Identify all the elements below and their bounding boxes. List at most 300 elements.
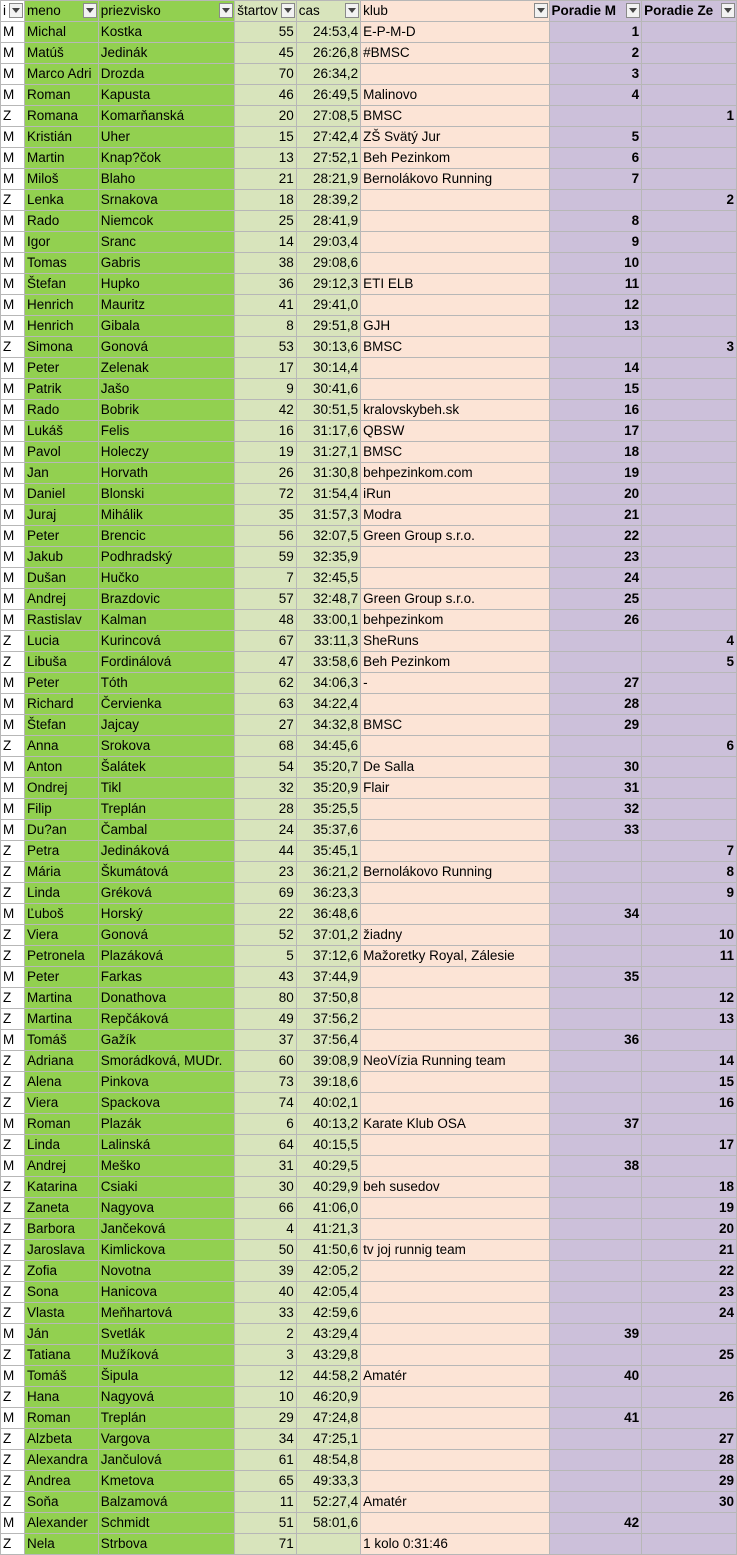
rank-men-cell[interactable]: 17 — [549, 421, 642, 442]
first-name-cell[interactable]: Viera — [25, 925, 99, 946]
time-cell[interactable]: 39:08,9 — [296, 1051, 360, 1072]
bib-number-cell[interactable]: 70 — [235, 64, 297, 85]
time-cell[interactable]: 40:29,5 — [296, 1156, 360, 1177]
bib-number-cell[interactable]: 22 — [235, 904, 297, 925]
rank-men-cell[interactable]: 29 — [549, 715, 642, 736]
bib-number-cell[interactable]: 32 — [235, 778, 297, 799]
club-cell[interactable]: Flair — [361, 778, 549, 799]
first-name-cell[interactable]: Alzbeta — [25, 1429, 99, 1450]
header-cell[interactable]: Poradie Ze — [642, 1, 737, 22]
club-cell[interactable] — [361, 1471, 549, 1492]
rank-women-cell[interactable]: 19 — [642, 1198, 737, 1219]
surname-cell[interactable]: Horvath — [98, 463, 235, 484]
club-cell[interactable]: 1 kolo 0:31:46 — [361, 1534, 549, 1555]
surname-cell[interactable]: Meňhartová — [98, 1303, 235, 1324]
rank-men-cell[interactable]: 24 — [549, 568, 642, 589]
gender-cell[interactable]: Z — [1, 736, 25, 757]
rank-women-cell[interactable]: 3 — [642, 337, 737, 358]
gender-cell[interactable]: M — [1, 64, 25, 85]
surname-cell[interactable]: Csiaki — [98, 1177, 235, 1198]
bib-number-cell[interactable]: 42 — [235, 400, 297, 421]
rank-women-cell[interactable]: 16 — [642, 1093, 737, 1114]
club-cell[interactable] — [361, 1135, 549, 1156]
first-name-cell[interactable]: Andrej — [25, 1156, 99, 1177]
rank-women-cell[interactable] — [642, 421, 737, 442]
time-cell[interactable]: 35:20,7 — [296, 757, 360, 778]
rank-women-cell[interactable] — [642, 295, 737, 316]
rank-women-cell[interactable] — [642, 274, 737, 295]
time-cell[interactable]: 43:29,8 — [296, 1345, 360, 1366]
surname-cell[interactable]: Sranc — [98, 232, 235, 253]
surname-cell[interactable]: Uher — [98, 127, 235, 148]
surname-cell[interactable]: Felis — [98, 421, 235, 442]
rank-women-cell[interactable] — [642, 589, 737, 610]
club-cell[interactable] — [361, 1261, 549, 1282]
first-name-cell[interactable]: Lukáš — [25, 421, 99, 442]
gender-cell[interactable]: Z — [1, 925, 25, 946]
time-cell[interactable]: 36:21,2 — [296, 862, 360, 883]
surname-cell[interactable]: Treplán — [98, 1408, 235, 1429]
first-name-cell[interactable]: Du?an — [25, 820, 99, 841]
surname-cell[interactable]: Strbova — [98, 1534, 235, 1555]
rank-men-cell[interactable] — [549, 1471, 642, 1492]
time-cell[interactable]: 36:48,6 — [296, 904, 360, 925]
rank-men-cell[interactable]: 7 — [549, 169, 642, 190]
bib-number-cell[interactable]: 5 — [235, 946, 297, 967]
bib-number-cell[interactable]: 59 — [235, 547, 297, 568]
rank-women-cell[interactable]: 15 — [642, 1072, 737, 1093]
first-name-cell[interactable]: Zofia — [25, 1261, 99, 1282]
club-cell[interactable] — [361, 295, 549, 316]
bib-number-cell[interactable]: 54 — [235, 757, 297, 778]
rank-men-cell[interactable] — [549, 925, 642, 946]
surname-cell[interactable]: Kalman — [98, 610, 235, 631]
gender-cell[interactable]: M — [1, 1366, 25, 1387]
bib-number-cell[interactable]: 34 — [235, 1429, 297, 1450]
rank-men-cell[interactable]: 13 — [549, 316, 642, 337]
club-cell[interactable]: - — [361, 673, 549, 694]
rank-women-cell[interactable] — [642, 1534, 737, 1555]
time-cell[interactable]: 28:39,2 — [296, 190, 360, 211]
gender-cell[interactable]: Z — [1, 337, 25, 358]
club-cell[interactable] — [361, 1513, 549, 1534]
rank-women-cell[interactable]: 7 — [642, 841, 737, 862]
gender-cell[interactable]: M — [1, 757, 25, 778]
time-cell[interactable]: 33:58,6 — [296, 652, 360, 673]
bib-number-cell[interactable]: 49 — [235, 1009, 297, 1030]
rank-men-cell[interactable] — [549, 1177, 642, 1198]
first-name-cell[interactable]: Ján — [25, 1324, 99, 1345]
first-name-cell[interactable]: Jakub — [25, 547, 99, 568]
bib-number-cell[interactable]: 19 — [235, 442, 297, 463]
surname-cell[interactable]: Lalinská — [98, 1135, 235, 1156]
time-cell[interactable]: 34:22,4 — [296, 694, 360, 715]
rank-men-cell[interactable] — [549, 1429, 642, 1450]
time-cell[interactable]: 42:59,6 — [296, 1303, 360, 1324]
bib-number-cell[interactable]: 8 — [235, 316, 297, 337]
rank-men-cell[interactable]: 6 — [549, 148, 642, 169]
gender-cell[interactable]: Z — [1, 1492, 25, 1513]
surname-cell[interactable]: Mihálik — [98, 505, 235, 526]
time-cell[interactable]: 37:44,9 — [296, 967, 360, 988]
rank-men-cell[interactable] — [549, 1261, 642, 1282]
gender-cell[interactable]: M — [1, 22, 25, 43]
rank-men-cell[interactable] — [549, 190, 642, 211]
rank-women-cell[interactable] — [642, 1324, 737, 1345]
club-cell[interactable]: NeoVízia Running team — [361, 1051, 549, 1072]
surname-cell[interactable]: Holeczy — [98, 442, 235, 463]
rank-women-cell[interactable]: 14 — [642, 1051, 737, 1072]
rank-men-cell[interactable] — [549, 1492, 642, 1513]
gender-cell[interactable]: Z — [1, 1471, 25, 1492]
surname-cell[interactable]: Schmidt — [98, 1513, 235, 1534]
club-cell[interactable]: behpezinkom.com — [361, 463, 549, 484]
rank-women-cell[interactable] — [642, 757, 737, 778]
rank-men-cell[interactable]: 20 — [549, 484, 642, 505]
surname-cell[interactable]: Brazdovic — [98, 589, 235, 610]
first-name-cell[interactable]: Alexander — [25, 1513, 99, 1534]
surname-cell[interactable]: Tóth — [98, 673, 235, 694]
rank-men-cell[interactable] — [549, 1282, 642, 1303]
bib-number-cell[interactable]: 18 — [235, 190, 297, 211]
gender-cell[interactable]: Z — [1, 1450, 25, 1471]
club-cell[interactable]: Karate Klub OSA — [361, 1114, 549, 1135]
first-name-cell[interactable]: Henrich — [25, 295, 99, 316]
gender-cell[interactable]: M — [1, 295, 25, 316]
rank-men-cell[interactable]: 16 — [549, 400, 642, 421]
gender-cell[interactable]: Z — [1, 988, 25, 1009]
first-name-cell[interactable]: Rastislav — [25, 610, 99, 631]
rank-men-cell[interactable]: 15 — [549, 379, 642, 400]
surname-cell[interactable]: Novotna — [98, 1261, 235, 1282]
surname-cell[interactable]: Jedináková — [98, 841, 235, 862]
bib-number-cell[interactable]: 4 — [235, 1219, 297, 1240]
rank-men-cell[interactable]: 25 — [549, 589, 642, 610]
bib-number-cell[interactable]: 27 — [235, 715, 297, 736]
surname-cell[interactable]: Tikl — [98, 778, 235, 799]
club-cell[interactable]: Modra — [361, 505, 549, 526]
filter-dropdown-icon[interactable] — [626, 3, 640, 18]
first-name-cell[interactable]: Peter — [25, 358, 99, 379]
time-cell[interactable]: 28:41,9 — [296, 211, 360, 232]
rank-men-cell[interactable]: 32 — [549, 799, 642, 820]
bib-number-cell[interactable]: 38 — [235, 253, 297, 274]
gender-cell[interactable]: Z — [1, 1345, 25, 1366]
bib-number-cell[interactable]: 29 — [235, 1408, 297, 1429]
bib-number-cell[interactable]: 16 — [235, 421, 297, 442]
first-name-cell[interactable]: Hana — [25, 1387, 99, 1408]
gender-cell[interactable]: M — [1, 85, 25, 106]
gender-cell[interactable]: M — [1, 673, 25, 694]
bib-number-cell[interactable]: 35 — [235, 505, 297, 526]
time-cell[interactable]: 27:52,1 — [296, 148, 360, 169]
club-cell[interactable]: Beh Pezinkom — [361, 148, 549, 169]
surname-cell[interactable]: Fordinálová — [98, 652, 235, 673]
gender-cell[interactable]: Z — [1, 946, 25, 967]
time-cell[interactable]: 47:25,1 — [296, 1429, 360, 1450]
gender-cell[interactable]: M — [1, 442, 25, 463]
club-cell[interactable] — [361, 1303, 549, 1324]
surname-cell[interactable]: Kapusta — [98, 85, 235, 106]
bib-number-cell[interactable]: 13 — [235, 148, 297, 169]
time-cell[interactable]: 52:27,4 — [296, 1492, 360, 1513]
gender-cell[interactable]: M — [1, 799, 25, 820]
time-cell[interactable]: 27:08,5 — [296, 106, 360, 127]
rank-men-cell[interactable] — [549, 862, 642, 883]
header-cell[interactable]: štartov — [235, 1, 297, 22]
first-name-cell[interactable]: Anna — [25, 736, 99, 757]
first-name-cell[interactable]: Rado — [25, 211, 99, 232]
time-cell[interactable]: 40:13,2 — [296, 1114, 360, 1135]
gender-cell[interactable]: M — [1, 1156, 25, 1177]
surname-cell[interactable]: Kmetova — [98, 1471, 235, 1492]
first-name-cell[interactable]: Linda — [25, 883, 99, 904]
bib-number-cell[interactable]: 15 — [235, 127, 297, 148]
rank-women-cell[interactable]: 18 — [642, 1177, 737, 1198]
surname-cell[interactable]: Pinkova — [98, 1072, 235, 1093]
rank-women-cell[interactable] — [642, 22, 737, 43]
surname-cell[interactable]: Vargova — [98, 1429, 235, 1450]
surname-cell[interactable]: Škumátová — [98, 862, 235, 883]
first-name-cell[interactable]: Martin — [25, 148, 99, 169]
first-name-cell[interactable]: Ľuboš — [25, 904, 99, 925]
first-name-cell[interactable]: Filip — [25, 799, 99, 820]
gender-cell[interactable]: M — [1, 400, 25, 421]
gender-cell[interactable]: Z — [1, 1534, 25, 1555]
time-cell[interactable]: 35:20,9 — [296, 778, 360, 799]
header-cell[interactable]: Poradie M — [549, 1, 642, 22]
time-cell[interactable]: 36:23,3 — [296, 883, 360, 904]
club-cell[interactable]: tv joj runnig team — [361, 1240, 549, 1261]
rank-men-cell[interactable]: 10 — [549, 253, 642, 274]
rank-women-cell[interactable] — [642, 778, 737, 799]
time-cell[interactable]: 34:06,3 — [296, 673, 360, 694]
rank-men-cell[interactable]: 21 — [549, 505, 642, 526]
bib-number-cell[interactable]: 55 — [235, 22, 297, 43]
rank-men-cell[interactable]: 2 — [549, 43, 642, 64]
rank-women-cell[interactable]: 30 — [642, 1492, 737, 1513]
time-cell[interactable]: 29:08,6 — [296, 253, 360, 274]
surname-cell[interactable]: Meško — [98, 1156, 235, 1177]
rank-women-cell[interactable] — [642, 358, 737, 379]
club-cell[interactable] — [361, 1429, 549, 1450]
club-cell[interactable] — [361, 64, 549, 85]
first-name-cell[interactable]: Adriana — [25, 1051, 99, 1072]
time-cell[interactable]: 30:41,6 — [296, 379, 360, 400]
rank-men-cell[interactable] — [549, 1219, 642, 1240]
surname-cell[interactable]: Červienka — [98, 694, 235, 715]
gender-cell[interactable]: Z — [1, 862, 25, 883]
time-cell[interactable]: 42:05,2 — [296, 1261, 360, 1282]
time-cell[interactable]: 31:27,1 — [296, 442, 360, 463]
rank-men-cell[interactable] — [549, 631, 642, 652]
gender-cell[interactable]: Z — [1, 1135, 25, 1156]
time-cell[interactable]: 40:02,1 — [296, 1093, 360, 1114]
club-cell[interactable]: Green Group s.r.o. — [361, 526, 549, 547]
club-cell[interactable]: De Salla — [361, 757, 549, 778]
first-name-cell[interactable]: Mária — [25, 862, 99, 883]
first-name-cell[interactable]: Romana — [25, 106, 99, 127]
time-cell[interactable]: 33:11,3 — [296, 631, 360, 652]
time-cell[interactable]: 31:17,6 — [296, 421, 360, 442]
bib-number-cell[interactable]: 39 — [235, 1261, 297, 1282]
rank-men-cell[interactable]: 40 — [549, 1366, 642, 1387]
rank-women-cell[interactable] — [642, 904, 737, 925]
bib-number-cell[interactable]: 25 — [235, 211, 297, 232]
gender-cell[interactable]: Z — [1, 652, 25, 673]
club-cell[interactable]: žiadny — [361, 925, 549, 946]
surname-cell[interactable]: Jančulová — [98, 1450, 235, 1471]
surname-cell[interactable]: Kimlickova — [98, 1240, 235, 1261]
gender-cell[interactable]: Z — [1, 1240, 25, 1261]
club-cell[interactable] — [361, 820, 549, 841]
first-name-cell[interactable]: Petra — [25, 841, 99, 862]
gender-cell[interactable]: Z — [1, 1177, 25, 1198]
time-cell[interactable]: 35:45,1 — [296, 841, 360, 862]
rank-men-cell[interactable]: 5 — [549, 127, 642, 148]
rank-men-cell[interactable] — [549, 1534, 642, 1555]
rank-women-cell[interactable]: 26 — [642, 1387, 737, 1408]
time-cell[interactable]: 24:53,4 — [296, 22, 360, 43]
rank-men-cell[interactable] — [549, 841, 642, 862]
header-cell[interactable]: i — [1, 1, 25, 22]
club-cell[interactable] — [361, 904, 549, 925]
filter-dropdown-icon[interactable] — [83, 3, 97, 18]
rank-women-cell[interactable] — [642, 505, 737, 526]
surname-cell[interactable]: Gonová — [98, 925, 235, 946]
club-cell[interactable] — [361, 1198, 549, 1219]
gender-cell[interactable]: M — [1, 1114, 25, 1135]
first-name-cell[interactable]: Zaneta — [25, 1198, 99, 1219]
club-cell[interactable] — [361, 379, 549, 400]
bib-number-cell[interactable]: 53 — [235, 337, 297, 358]
club-cell[interactable] — [361, 1450, 549, 1471]
rank-women-cell[interactable] — [642, 211, 737, 232]
surname-cell[interactable]: Kurincová — [98, 631, 235, 652]
time-cell[interactable]: 41:06,0 — [296, 1198, 360, 1219]
time-cell[interactable]: 40:15,5 — [296, 1135, 360, 1156]
gender-cell[interactable]: Z — [1, 1387, 25, 1408]
club-cell[interactable] — [361, 883, 549, 904]
rank-women-cell[interactable] — [642, 64, 737, 85]
first-name-cell[interactable]: Tomáš — [25, 1030, 99, 1051]
first-name-cell[interactable]: Miloš — [25, 169, 99, 190]
time-cell[interactable]: 39:18,6 — [296, 1072, 360, 1093]
gender-cell[interactable]: M — [1, 715, 25, 736]
bib-number-cell[interactable]: 17 — [235, 358, 297, 379]
rank-women-cell[interactable] — [642, 673, 737, 694]
club-cell[interactable]: kralovskybeh.sk — [361, 400, 549, 421]
rank-women-cell[interactable] — [642, 400, 737, 421]
rank-women-cell[interactable]: 10 — [642, 925, 737, 946]
club-cell[interactable] — [361, 1030, 549, 1051]
gender-cell[interactable]: Z — [1, 1303, 25, 1324]
rank-men-cell[interactable]: 3 — [549, 64, 642, 85]
time-cell[interactable]: 42:05,4 — [296, 1282, 360, 1303]
rank-men-cell[interactable]: 11 — [549, 274, 642, 295]
bib-number-cell[interactable]: 36 — [235, 274, 297, 295]
bib-number-cell[interactable]: 43 — [235, 967, 297, 988]
surname-cell[interactable]: Čambal — [98, 820, 235, 841]
club-cell[interactable] — [361, 694, 549, 715]
club-cell[interactable]: behpezinkom — [361, 610, 549, 631]
rank-women-cell[interactable]: 28 — [642, 1450, 737, 1471]
gender-cell[interactable]: M — [1, 547, 25, 568]
club-cell[interactable] — [361, 1093, 549, 1114]
surname-cell[interactable]: Hučko — [98, 568, 235, 589]
first-name-cell[interactable]: Linda — [25, 1135, 99, 1156]
rank-men-cell[interactable]: 31 — [549, 778, 642, 799]
club-cell[interactable]: BMSC — [361, 442, 549, 463]
time-cell[interactable]: 31:54,4 — [296, 484, 360, 505]
first-name-cell[interactable]: Daniel — [25, 484, 99, 505]
first-name-cell[interactable]: Matúš — [25, 43, 99, 64]
rank-men-cell[interactable] — [549, 1135, 642, 1156]
first-name-cell[interactable]: Lucia — [25, 631, 99, 652]
rank-men-cell[interactable] — [549, 883, 642, 904]
surname-cell[interactable]: Podhradský — [98, 547, 235, 568]
surname-cell[interactable]: Drozda — [98, 64, 235, 85]
surname-cell[interactable]: Horský — [98, 904, 235, 925]
club-cell[interactable]: Mažoretky Royal, Zálesie — [361, 946, 549, 967]
time-cell[interactable]: 46:20,9 — [296, 1387, 360, 1408]
rank-women-cell[interactable] — [642, 1366, 737, 1387]
time-cell[interactable]: 47:24,8 — [296, 1408, 360, 1429]
bib-number-cell[interactable]: 12 — [235, 1366, 297, 1387]
surname-cell[interactable]: Blonski — [98, 484, 235, 505]
gender-cell[interactable]: M — [1, 127, 25, 148]
surname-cell[interactable]: Gonová — [98, 337, 235, 358]
club-cell[interactable] — [361, 1387, 549, 1408]
bib-number-cell[interactable]: 64 — [235, 1135, 297, 1156]
rank-men-cell[interactable]: 14 — [549, 358, 642, 379]
rank-men-cell[interactable]: 4 — [549, 85, 642, 106]
rank-men-cell[interactable]: 30 — [549, 757, 642, 778]
header-cell[interactable]: klub — [361, 1, 549, 22]
bib-number-cell[interactable]: 71 — [235, 1534, 297, 1555]
time-cell[interactable]: 31:57,3 — [296, 505, 360, 526]
surname-cell[interactable]: Hanicova — [98, 1282, 235, 1303]
gender-cell[interactable]: M — [1, 568, 25, 589]
time-cell[interactable]: 37:01,2 — [296, 925, 360, 946]
bib-number-cell[interactable]: 56 — [235, 526, 297, 547]
bib-number-cell[interactable]: 74 — [235, 1093, 297, 1114]
rank-men-cell[interactable] — [549, 1240, 642, 1261]
first-name-cell[interactable]: Dušan — [25, 568, 99, 589]
gender-cell[interactable]: M — [1, 526, 25, 547]
time-cell[interactable]: 34:45,6 — [296, 736, 360, 757]
rank-women-cell[interactable] — [642, 484, 737, 505]
first-name-cell[interactable]: Barbora — [25, 1219, 99, 1240]
first-name-cell[interactable]: Tatiana — [25, 1345, 99, 1366]
rank-men-cell[interactable]: 18 — [549, 442, 642, 463]
gender-cell[interactable]: Z — [1, 1072, 25, 1093]
time-cell[interactable]: 37:50,8 — [296, 988, 360, 1009]
rank-women-cell[interactable] — [642, 148, 737, 169]
club-cell[interactable]: Malinovo — [361, 85, 549, 106]
rank-women-cell[interactable]: 29 — [642, 1471, 737, 1492]
time-cell[interactable]: 32:45,5 — [296, 568, 360, 589]
gender-cell[interactable]: Z — [1, 1219, 25, 1240]
rank-women-cell[interactable]: 21 — [642, 1240, 737, 1261]
rank-women-cell[interactable] — [642, 1156, 737, 1177]
first-name-cell[interactable]: Peter — [25, 673, 99, 694]
club-cell[interactable]: #BMSC — [361, 43, 549, 64]
rank-women-cell[interactable] — [642, 610, 737, 631]
rank-men-cell[interactable]: 39 — [549, 1324, 642, 1345]
rank-women-cell[interactable]: 1 — [642, 106, 737, 127]
time-cell[interactable]: 49:33,3 — [296, 1471, 360, 1492]
